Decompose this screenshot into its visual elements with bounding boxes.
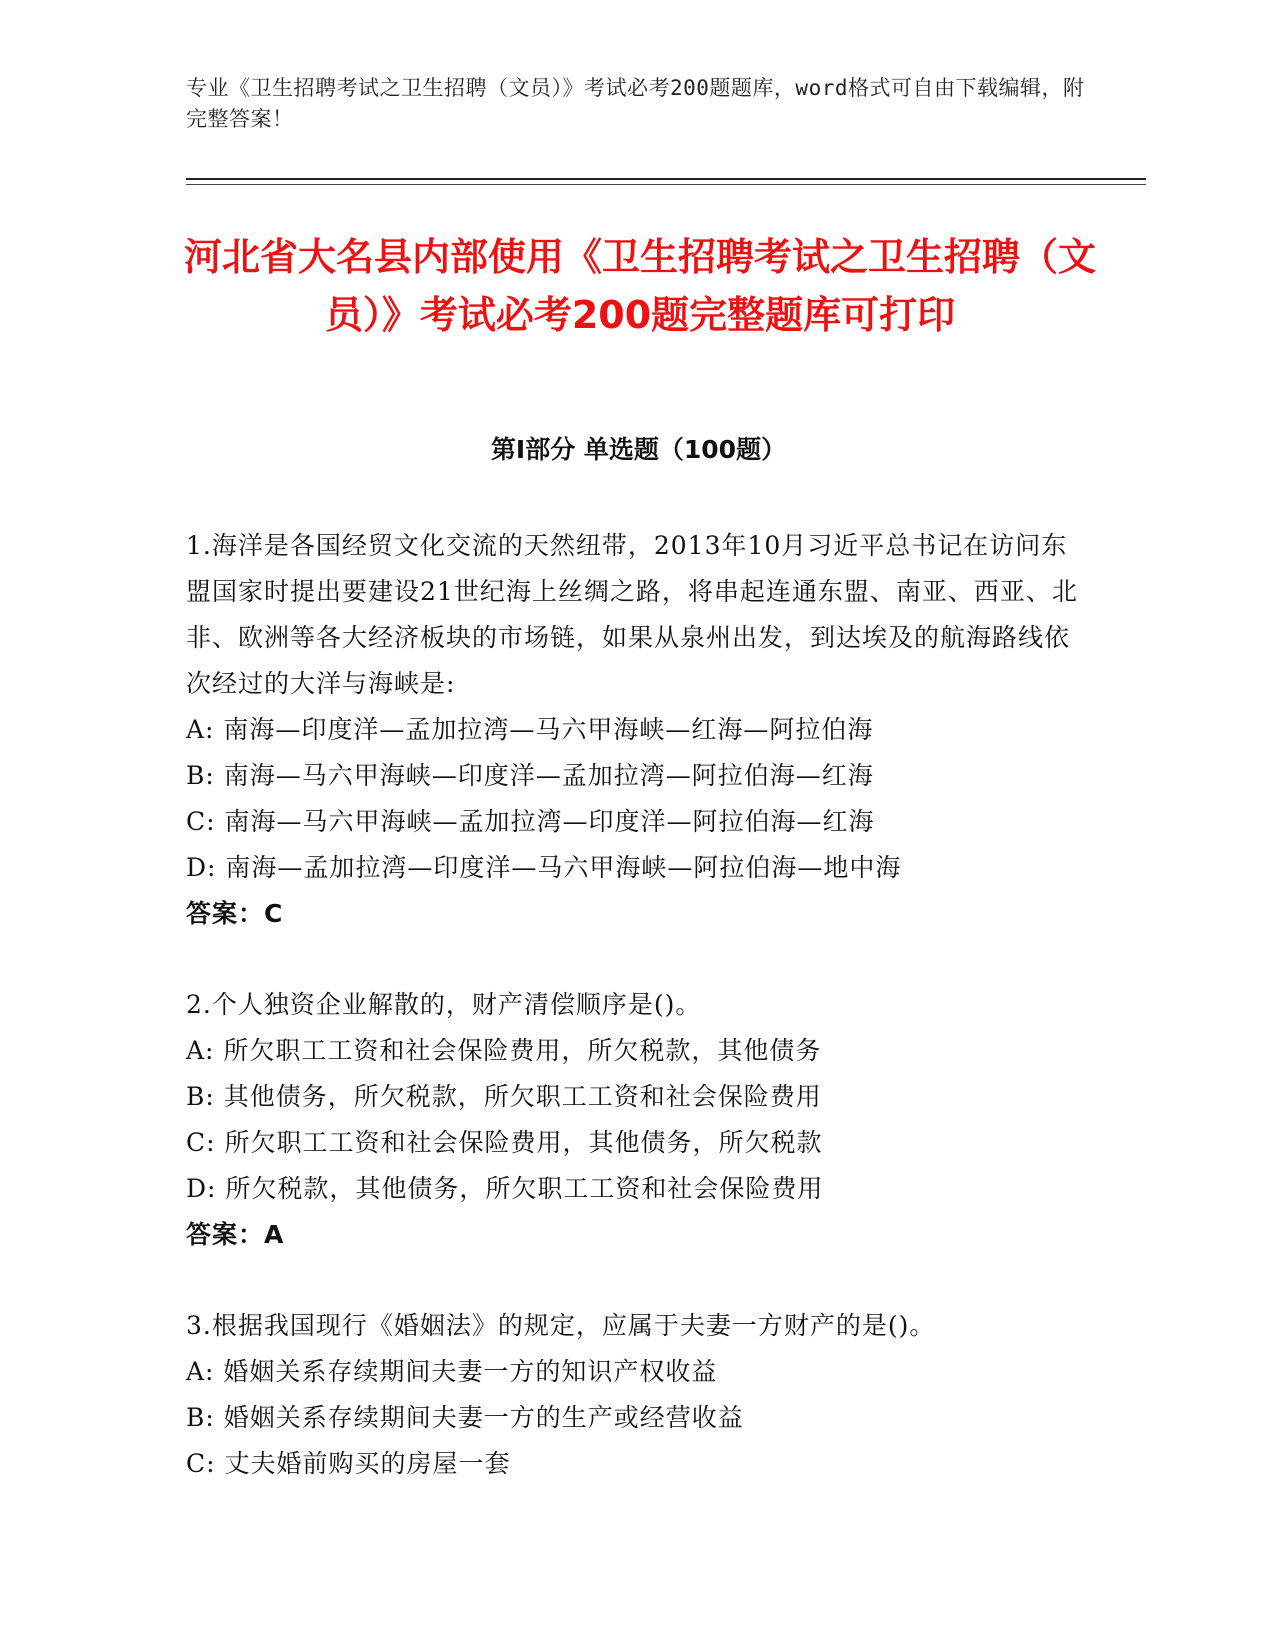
option-c: C: 所欠职工工资和社会保险费用，其他债务，所欠税款 bbox=[186, 1128, 823, 1157]
answer: 答案：C bbox=[186, 899, 284, 928]
option-a: A: 婚姻关系存续期间夫妻一方的知识产权收益 bbox=[186, 1357, 718, 1386]
question-stem: 1.海洋是各国经贸文化交流的天然纽带，2013年10月习近平总书记在访问东盟国家时提出要建设21世纪海上丝绸之路，将串起连通东盟、南亚、西亚、北非、欧洲等各大经济板块的市场链，如果从泉州出发，到达埃及的航海路线依次经过的大洋与海峡是: bbox=[186, 531, 1078, 698]
option-c: C: 丈夫婚前购买的房屋一套 bbox=[186, 1449, 511, 1478]
option-b: B: 南海—马六甲海峡—印度洋—孟加拉湾—阿拉伯海—红海 bbox=[186, 761, 874, 790]
option-d: D: 南海—孟加拉湾—印度洋—马六甲海峡—阿拉伯海—地中海 bbox=[186, 853, 902, 882]
question-list bbox=[186, 523, 1091, 1532]
document-title: 河北省大名县内部使用《卫生招聘考试之卫生招聘（文员）》考试必考200题完整题库可打印 bbox=[183, 235, 1096, 337]
option-a: A: 南海—印度洋—孟加拉湾—马六甲海峡—红海—阿拉伯海 bbox=[186, 715, 874, 744]
header-note: 专业《卫生招聘考试之卫生招聘（文员）》考试必考200题题库，word格式可自由下载编辑，附完整答案！ bbox=[186, 76, 1085, 131]
answer: 答案：A bbox=[186, 1220, 285, 1249]
question-3 bbox=[186, 1303, 1091, 1487]
header-divider-thick bbox=[186, 178, 1146, 180]
question-stem: 3.根据我国现行《婚姻法》的规定，应属于夫妻一方财产的是()。 bbox=[186, 1311, 936, 1340]
option-b: B: 其他债务，所欠税款，所欠职工工资和社会保险费用 bbox=[186, 1082, 822, 1111]
header-divider-thin bbox=[186, 184, 1146, 185]
option-d: D: 所欠税款，其他债务，所欠职工工资和社会保险费用 bbox=[186, 1174, 824, 1203]
option-c: C: 南海—马六甲海峡—孟加拉湾—印度洋—阿拉伯海—红海 bbox=[186, 807, 875, 836]
question-1 bbox=[186, 523, 1091, 937]
option-b: B: 婚姻关系存续期间夫妻一方的生产或经营收益 bbox=[186, 1403, 744, 1432]
option-a: A: 所欠职工工资和社会保险费用，所欠税款，其他债务 bbox=[186, 1036, 822, 1065]
question-stem: 2.个人独资企业解散的，财产清偿顺序是()。 bbox=[186, 990, 702, 1019]
question-2 bbox=[186, 982, 1091, 1258]
section-heading: 第Ⅰ部分 单选题（100题） bbox=[490, 435, 787, 464]
